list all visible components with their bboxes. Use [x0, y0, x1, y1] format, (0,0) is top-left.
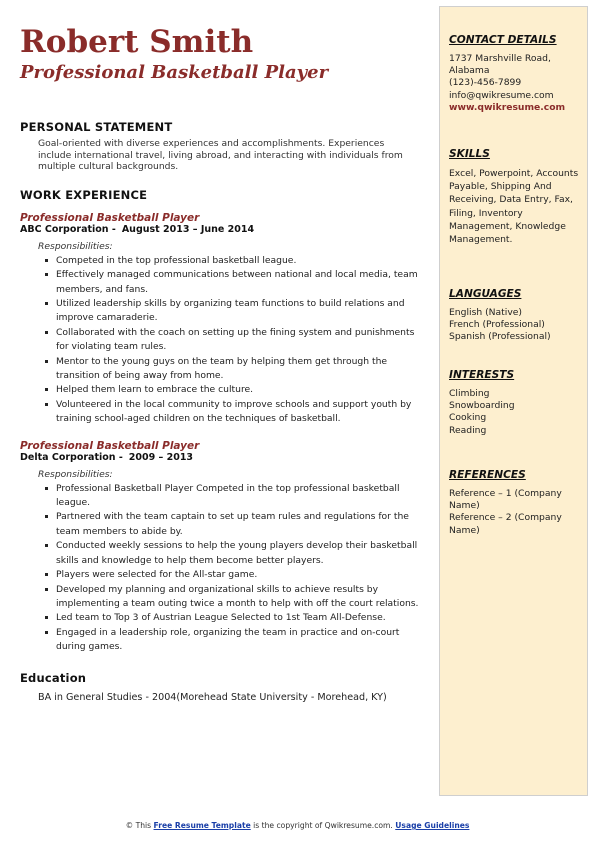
list-item: Collaborated with the coach on setting up the fining system and punishments for violating team rules.	[56, 326, 420, 355]
interests-list	[449, 388, 581, 437]
education-section	[20, 671, 420, 704]
list-item: Reference – 2 (Company Name)	[449, 512, 562, 536]
list-item: Climbing	[449, 388, 490, 399]
contact-details	[449, 53, 581, 114]
email-address: info@qwikresume.com	[449, 89, 554, 101]
list-item: Mentor to the young guys on the team by helping them get through the transition of being away from home.	[56, 355, 420, 384]
list-item: Professional Basketball Player Competed in the top professional basketball league.	[56, 482, 420, 511]
responsibilities-label: Responsibilities:	[38, 240, 113, 252]
job-title: Professional Basketball Player	[20, 439, 200, 452]
skills-text: Excel, Powerpoint, Accounts Payable, Shipping And Receiving, Data Entry, Fax, Filing, Inventory Management, Knowledge Management.	[449, 168, 579, 246]
list-item: Cooking	[449, 412, 487, 424]
job-company: ABC Corporation -	[20, 223, 116, 235]
job-company-line	[20, 452, 420, 464]
footer-copyright: is the copyright of Qwikresume.com.	[253, 821, 393, 830]
job-dates: 2009 – 2013	[128, 451, 194, 463]
references-section	[449, 469, 581, 537]
address-line: Alabama	[449, 65, 490, 77]
list-item: Reading	[449, 424, 487, 436]
work-experience-section	[20, 188, 420, 655]
list-item: Led team to Top 3 of Austrian League Selected to 1st Team All-Defense.	[56, 611, 420, 625]
contact-heading: CONTACT DETAILS	[449, 34, 557, 46]
job-title: Professional Basketball Player	[20, 211, 200, 224]
list-item: Engaged in a leadership role, organizing the team in practice and on-court during games.	[56, 626, 420, 655]
usage-guidelines-link[interactable]: Usage Guidelines	[395, 821, 470, 830]
skills-section	[449, 148, 581, 246]
skills-heading: SKILLS	[449, 148, 490, 160]
references-heading: REFERENCES	[449, 469, 526, 481]
job-entry	[20, 440, 420, 655]
interests-section	[449, 369, 581, 437]
website-link[interactable]: www.qwikresume.com	[449, 101, 566, 113]
job-company-line	[20, 224, 420, 236]
list-item: Conducted weekly sessions to help the young players develop their basketball skills and knowledge to help them become better players.	[56, 539, 420, 568]
languages-list	[449, 307, 581, 344]
contact-section	[449, 34, 581, 114]
list-item: Competed in the top professional basketball league.	[56, 254, 420, 268]
page-footer	[0, 821, 595, 831]
list-item: Reference – 1 (Company Name)	[449, 488, 562, 512]
languages-heading: LANGUAGES	[449, 288, 522, 300]
personal-statement-text: Goal-oriented with diverse experiences and accomplishments. Experiences include international travel, living abroad, and interacting with individuals from multiple cultural backgrounds.	[38, 138, 403, 173]
resume-sidebar	[439, 6, 588, 796]
list-item: Spanish (Professional)	[449, 331, 551, 343]
list-item: Volunteered in the local community to improve schools and support youth by training school-aged children on the techniques of basketball.	[56, 398, 420, 427]
work-experience-heading: WORK EXPERIENCE	[20, 187, 148, 202]
education-heading: Education	[20, 670, 87, 685]
list-item: Developed my planning and organizational skills to achieve results by implementing a team outing twice a month to help with off the court relations.	[56, 583, 420, 612]
address-line: 1737 Marshville Road,	[449, 53, 551, 64]
interests-heading: INTERESTS	[449, 369, 515, 381]
responsibilities-label: Responsibilities:	[38, 468, 113, 480]
references-list	[449, 488, 581, 537]
list-item: French (Professional)	[449, 319, 545, 331]
list-item: Utilized leadership skills by organizing team functions to build relations and improve camaraderie.	[56, 297, 420, 326]
job-company: Delta Corporation -	[20, 451, 123, 463]
resume-main-column	[20, 20, 420, 704]
candidate-title: Professional Basketball Player	[20, 62, 329, 83]
list-item: Partnered with the team captain to set up team rules and regulations for the team members to abide by.	[56, 510, 420, 539]
personal-statement-heading: PERSONAL STATEMENT	[20, 120, 173, 134]
list-item: Helped them learn to embrace the culture.	[56, 383, 420, 397]
languages-section	[449, 288, 581, 344]
job-dates: August 2013 – June 2014	[121, 223, 255, 235]
education-text: BA in General Studies - 2004(Morehead State University - Morehead, KY)	[38, 691, 387, 703]
responsibilities-list	[20, 254, 420, 427]
list-item: English (Native)	[449, 307, 523, 318]
footer-prefix: © This	[125, 821, 152, 830]
responsibilities-list	[20, 482, 420, 655]
free-resume-template-link[interactable]: Free Resume Template	[153, 821, 251, 830]
list-item: Snowboarding	[449, 400, 515, 412]
job-entry	[20, 212, 420, 427]
list-item: Players were selected for the All-star game.	[56, 568, 420, 582]
personal-statement-section	[20, 120, 420, 173]
list-item: Effectively managed communications between national and local media, team members, and fans.	[56, 268, 420, 297]
phone-number: (123)-456-7899	[449, 77, 522, 89]
candidate-name: Robert Smith	[20, 24, 254, 60]
